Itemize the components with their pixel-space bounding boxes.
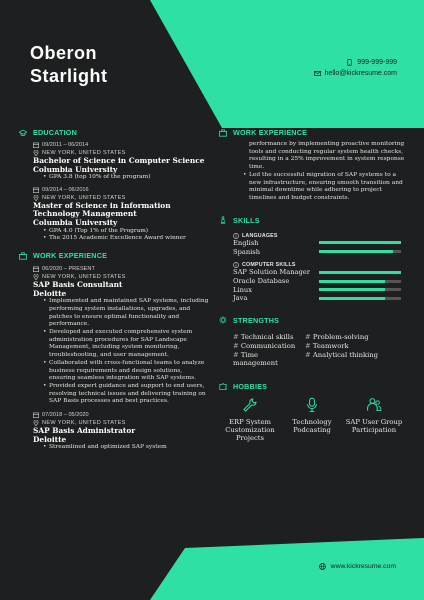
work-entry-continued — [233, 141, 405, 203]
degree-title: Master of Science in Information Technology Management — [33, 200, 171, 219]
school-name: Columbia University — [33, 218, 118, 228]
chess-piece-icon — [219, 216, 227, 224]
users-icon — [366, 397, 382, 413]
strengths-heading: STRENGTHS — [219, 316, 405, 325]
work-bullets — [43, 444, 209, 452]
right-column — [219, 128, 405, 442]
hobbies-list — [219, 397, 405, 443]
job-title: SAP Basis Consultant — [33, 280, 123, 290]
skill-row: SAP Solution Manager — [233, 268, 405, 277]
hobbies-heading: HOBBIES — [219, 382, 405, 391]
hobby-item: ERP System Customization Projects — [219, 397, 281, 443]
phone-icon — [346, 59, 353, 66]
entry-location: NEW YORK, UNITED STATES — [33, 419, 209, 427]
school-name: Columbia University — [33, 164, 118, 174]
skill-bar-fill — [319, 297, 385, 300]
skill-bar — [319, 241, 401, 244]
skill-row: Spanish — [233, 247, 405, 256]
entry-location: NEW YORK, UNITED STATES — [33, 273, 209, 281]
list-item: • Collaborated with cross-functional teams to analyze business requirements and design solutions, ensuring seamless integration with SAP systems. — [43, 360, 209, 383]
work-bullets — [243, 172, 405, 203]
skill-row: Oracle Database — [233, 277, 405, 286]
gear-icon — [219, 316, 227, 324]
skill-bar-fill — [319, 250, 393, 253]
work-entry — [33, 265, 209, 406]
contact-block — [314, 57, 397, 79]
work-experience-heading-continued: WORK EXPERIENCE — [219, 128, 405, 137]
education-entry — [33, 141, 209, 182]
skill-bar-fill — [319, 280, 385, 283]
skill-bar-fill — [319, 241, 401, 244]
last-name: Starlight — [30, 66, 108, 86]
candidate-name — [30, 42, 108, 88]
skill-row: Linux — [233, 285, 405, 294]
calendar-icon — [33, 412, 39, 418]
job-title: SAP Basis Administrator — [33, 426, 136, 436]
entry-date: 09/2014 – 06/2016 — [33, 186, 209, 194]
education-heading: EDUCATION — [19, 128, 209, 137]
list-item: # Time management — [233, 351, 305, 367]
wrench-icon — [242, 397, 258, 413]
email-row — [314, 68, 397, 79]
skill-bar — [319, 271, 401, 274]
continued-text: performance by implementing proactive monitoring tools and conducting regular system health checks, resulting in a 25% improvement in system response time. — [249, 141, 405, 171]
briefcase-icon — [19, 252, 27, 260]
skill-bar — [319, 297, 401, 300]
entry-date: 09/2011 – 06/2014 — [33, 141, 209, 149]
entry-date: 07/2018 – 05/2020 — [33, 411, 209, 419]
location-pin-icon — [33, 195, 39, 201]
email-icon — [314, 70, 321, 77]
company-name: Deloitte — [33, 434, 67, 444]
graduation-cap-icon — [19, 129, 27, 137]
degree-title: Bachelor of Science in Computer Science — [33, 156, 205, 165]
education-bullets — [43, 228, 209, 243]
phone-row — [314, 57, 397, 68]
email-address[interactable]: hello@kickresume.com — [324, 70, 397, 77]
first-name: Oberon — [30, 43, 98, 63]
hobby-item: SAP User Group Participation — [343, 397, 405, 443]
list-item: # Problem-solving — [305, 333, 385, 341]
list-item: # Communication — [233, 342, 305, 350]
work-entry — [33, 411, 209, 452]
skill-bar — [319, 280, 401, 283]
footer — [319, 563, 396, 570]
entry-location: NEW YORK, UNITED STATES — [33, 149, 209, 157]
strengths-list — [233, 333, 405, 367]
microphone-icon — [304, 397, 320, 413]
globe-icon — [319, 563, 326, 570]
left-column — [19, 128, 209, 452]
list-item: # Technical skills — [233, 333, 305, 341]
languages-subheading: LANGUAGES — [233, 233, 405, 239]
skill-bar-fill — [319, 288, 385, 291]
entry-date: 06/2020 – PRESENT — [33, 265, 209, 273]
calendar-icon — [33, 142, 39, 148]
skills-block — [233, 233, 405, 303]
work-experience-heading: WORK EXPERIENCE — [19, 251, 209, 260]
skill-row: Java — [233, 294, 405, 303]
computer-skills-subheading: COMPUTER SKILLS — [233, 262, 405, 268]
list-item: • Led the successful migration of SAP systems to a new infrastructure, ensuring smooth transition and minimal downtime while adhering to project timelines and budget constraints. — [243, 172, 405, 203]
list-item: • Implemented and maintained SAP systems, including performing system installations, upgrades, and patches to ensure optimal functionality and performance. — [43, 298, 209, 329]
entry-location: NEW YORK, UNITED STATES — [33, 194, 209, 202]
list-item: • Provided expert guidance and support to end users, resolving technical issues and delivering training on SAP Basis processes and best practices. — [43, 383, 209, 406]
education-entry — [33, 186, 209, 243]
info-icon — [233, 262, 239, 268]
website-link[interactable]: www.kickresume.com — [330, 563, 396, 570]
puzzle-icon — [219, 382, 227, 390]
work-bullets — [43, 298, 209, 406]
list-item: • The 2015 Academic Excellence Award winner — [43, 235, 209, 243]
skills-heading: SKILLS — [219, 216, 405, 225]
calendar-icon — [33, 266, 39, 272]
list-item: • GPA 3.8 (top 10% of the program) — [43, 174, 209, 182]
education-bullets — [43, 174, 209, 182]
briefcase-icon — [219, 129, 227, 137]
skill-row: English — [233, 239, 405, 248]
list-item: # Analytical thinking — [305, 351, 385, 367]
phone-number[interactable]: 999-999-999 — [357, 59, 397, 66]
hobby-item: Technology Podcasting — [281, 397, 343, 443]
skill-bar-fill — [319, 271, 401, 274]
skill-bar — [319, 288, 401, 291]
info-icon — [233, 233, 239, 239]
skill-bar — [319, 250, 401, 253]
list-item: • Streamlined and optimized SAP system — [43, 444, 209, 452]
company-name: Deloitte — [33, 288, 67, 298]
list-item: • GPA 4.0 (Top 1% of the Program) — [43, 228, 209, 236]
list-item: • Developed and executed comprehensive system administration procedures for SAP Landscape Management, including system monitoring, troubleshooting, and user management. — [43, 329, 209, 360]
list-item: # Teamwork — [305, 342, 385, 350]
calendar-icon — [33, 187, 39, 193]
